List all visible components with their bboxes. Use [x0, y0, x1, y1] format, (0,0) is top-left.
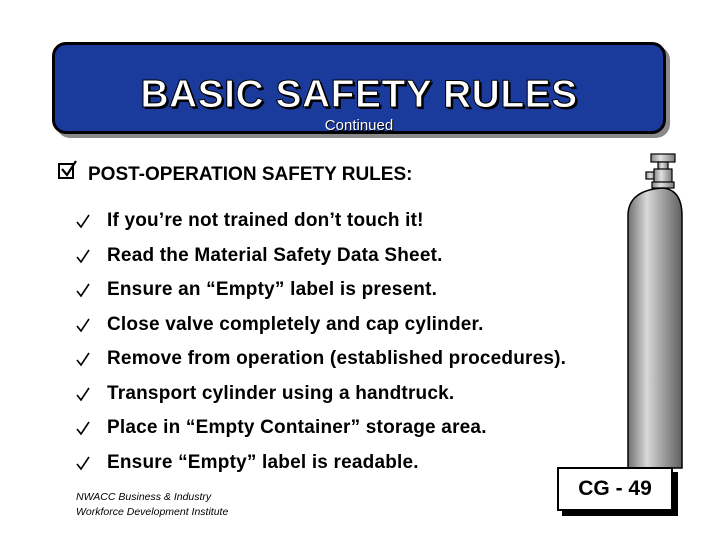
checkmark-icon [76, 282, 90, 298]
rule-text: Read the Material Safety Data Sheet. [107, 244, 443, 266]
rule-text: If you’re not trained don’t touch it! [107, 210, 424, 232]
title-banner [52, 42, 666, 134]
list-item [76, 308, 566, 343]
list-item [76, 204, 566, 239]
rules-list [76, 204, 566, 480]
list-item [76, 342, 566, 377]
rule-text: Ensure “Empty” label is readable. [107, 451, 419, 473]
rule-text: Close valve completely and cap cylinder. [107, 313, 484, 335]
checkmark-icon [76, 455, 90, 471]
section-heading [58, 164, 412, 186]
section-heading-text: POST-OPERATION SAFETY RULES: [88, 164, 413, 185]
gas-cylinder-icon [620, 152, 686, 474]
footer-line-1: NWACC Business & Industry [76, 491, 212, 503]
rule-text: Place in “Empty Container” storage area. [107, 417, 487, 439]
list-item [76, 446, 566, 481]
checkmark-icon [76, 351, 90, 367]
rule-text: Ensure an “Empty” label is present. [107, 279, 438, 301]
slide-title: BASIC SAFETY RULES [140, 73, 578, 116]
rule-text: Remove from operation (established procedures). [107, 348, 567, 370]
footer-line-2: Workforce Development Institute [76, 506, 229, 518]
checkmark-icon [76, 317, 90, 333]
slide-subtitle: Continued [324, 117, 394, 134]
slide-number-badge: CG - 49 [557, 467, 673, 511]
checkmark-icon [76, 420, 90, 436]
list-item [76, 411, 566, 446]
list-item [76, 239, 566, 274]
list-item [76, 377, 566, 412]
checkmark-icon [76, 248, 90, 264]
checkbox-icon [58, 163, 74, 179]
rule-text: Transport cylinder using a handtruck. [107, 382, 455, 404]
checkmark-icon [76, 213, 90, 229]
list-item [76, 273, 566, 308]
footer-organization [76, 490, 228, 520]
checkmark-icon [76, 386, 90, 402]
